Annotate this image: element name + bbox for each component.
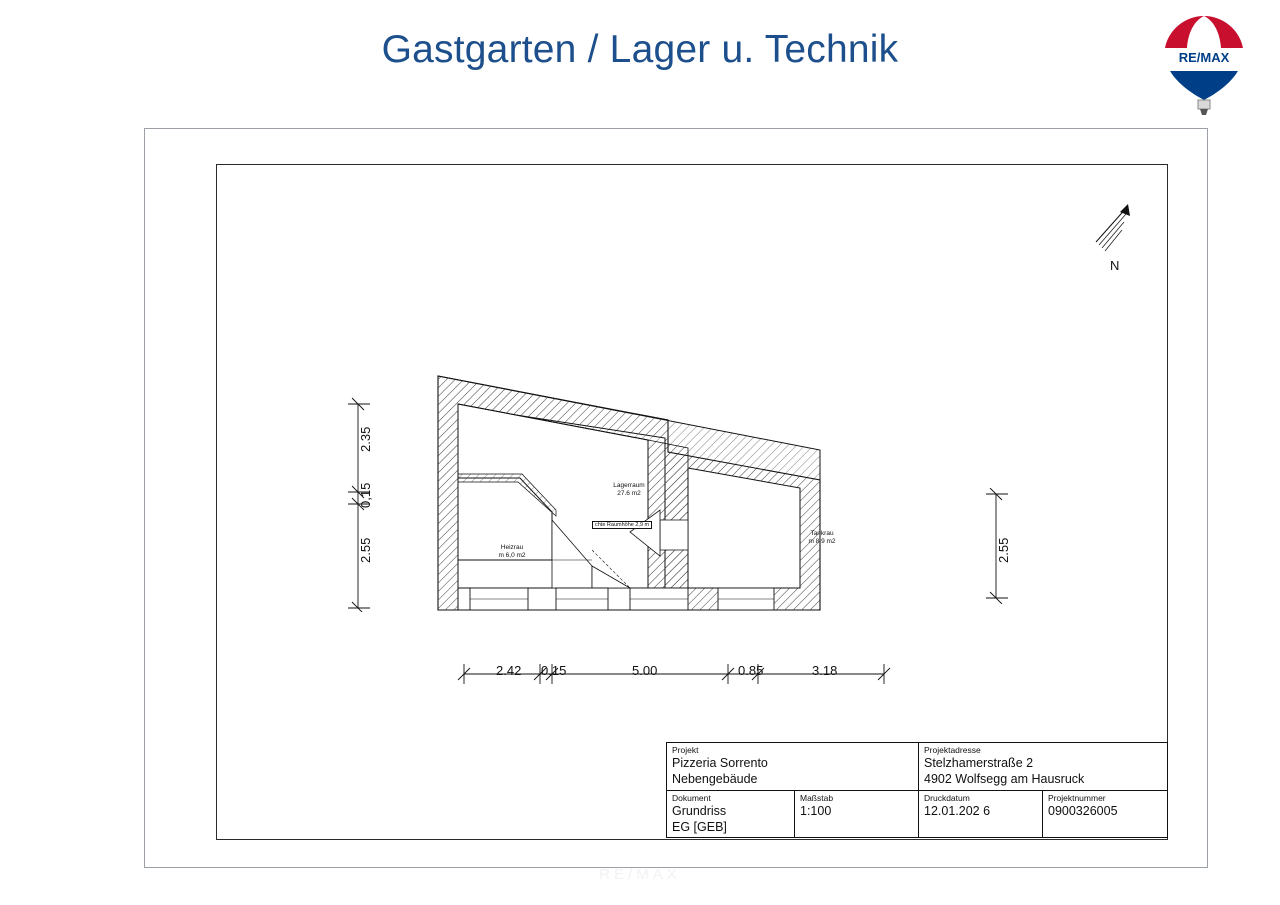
- projektnummer-value: 0900326005: [1048, 803, 1118, 818]
- room-label-lagerraum: [594, 482, 664, 498]
- page-title: Gastgarten / Lager u. Technik: [381, 28, 899, 71]
- massstab-key: Maßstab: [800, 792, 834, 803]
- projekt-key: Projekt: [672, 745, 699, 755]
- title-block-cell-projektnummer: [1043, 791, 1167, 838]
- dimension-right-1: 2.55: [996, 537, 1011, 563]
- room-area: m 8,9 m2: [808, 538, 836, 546]
- title-block: [666, 742, 1168, 838]
- dokument-value-line2: EG [GEB]: [672, 819, 727, 834]
- projekt-value-line2: Nebengebäude: [672, 772, 758, 787]
- dimension-bottom-5: 3.18: [812, 663, 838, 678]
- adresse-value-line2: 4902 Wolfsegg am Hausruck: [924, 772, 1085, 787]
- dimension-bottom-1: 2.42: [496, 663, 522, 678]
- title-block-cell-druckdatum: [919, 791, 1043, 838]
- title-block-cell-projekt: [667, 743, 919, 790]
- room-label-heizraum: [482, 544, 542, 560]
- remax-balloon-icon: [1156, 12, 1252, 120]
- dimension-bottom-2: 0.15: [541, 663, 567, 678]
- room-name: Heizrau: [500, 544, 524, 551]
- remax-logo: [1156, 12, 1252, 120]
- dimension-bottom-4: 0.85: [738, 663, 764, 678]
- room-name: Lagerraum: [613, 482, 645, 489]
- watermark-text: RE/MAX: [599, 866, 681, 883]
- adresse-key: Projektadresse: [924, 745, 981, 755]
- title-block-cell-projektadresse: [919, 743, 1167, 790]
- adresse-value-line1: Stelzhamerstraße 2: [924, 756, 1034, 771]
- title-block-cell-massstab: [795, 791, 919, 838]
- projektnummer-key: Projektnummer: [1048, 792, 1106, 803]
- dimension-bottom-3: 5.00: [632, 663, 658, 678]
- dokument-value-line1: Grundriss: [672, 803, 727, 818]
- dimension-left-3: 2.55: [358, 537, 373, 563]
- druckdatum-value: 12.01.202 6: [924, 803, 991, 818]
- massstab-value: 1:100: [800, 803, 832, 818]
- dimension-left-2: 0,15: [358, 482, 373, 508]
- druckdatum-key: Druckdatum: [924, 792, 970, 803]
- title-block-row-bottom: [667, 791, 1167, 838]
- title-block-row-top: [667, 743, 1167, 791]
- projekt-value-line1: Pizzeria Sorrento: [672, 756, 768, 771]
- title-block-cell-dokument: [667, 791, 795, 838]
- room-name: Tankrau: [810, 530, 834, 537]
- room-area: 27.6 m2: [617, 490, 641, 498]
- dimension-left-1: 2.35: [358, 426, 373, 452]
- room-area: m 6,0 m2: [498, 552, 526, 560]
- dokument-key: Dokument: [672, 792, 711, 803]
- room-label-tankraum: [792, 530, 852, 546]
- north-label: N: [1110, 258, 1120, 273]
- room-height-note: chte Raumhöhe 2,9 m: [592, 521, 652, 529]
- svg-text:RE/MAX: RE/MAX: [1178, 50, 1230, 65]
